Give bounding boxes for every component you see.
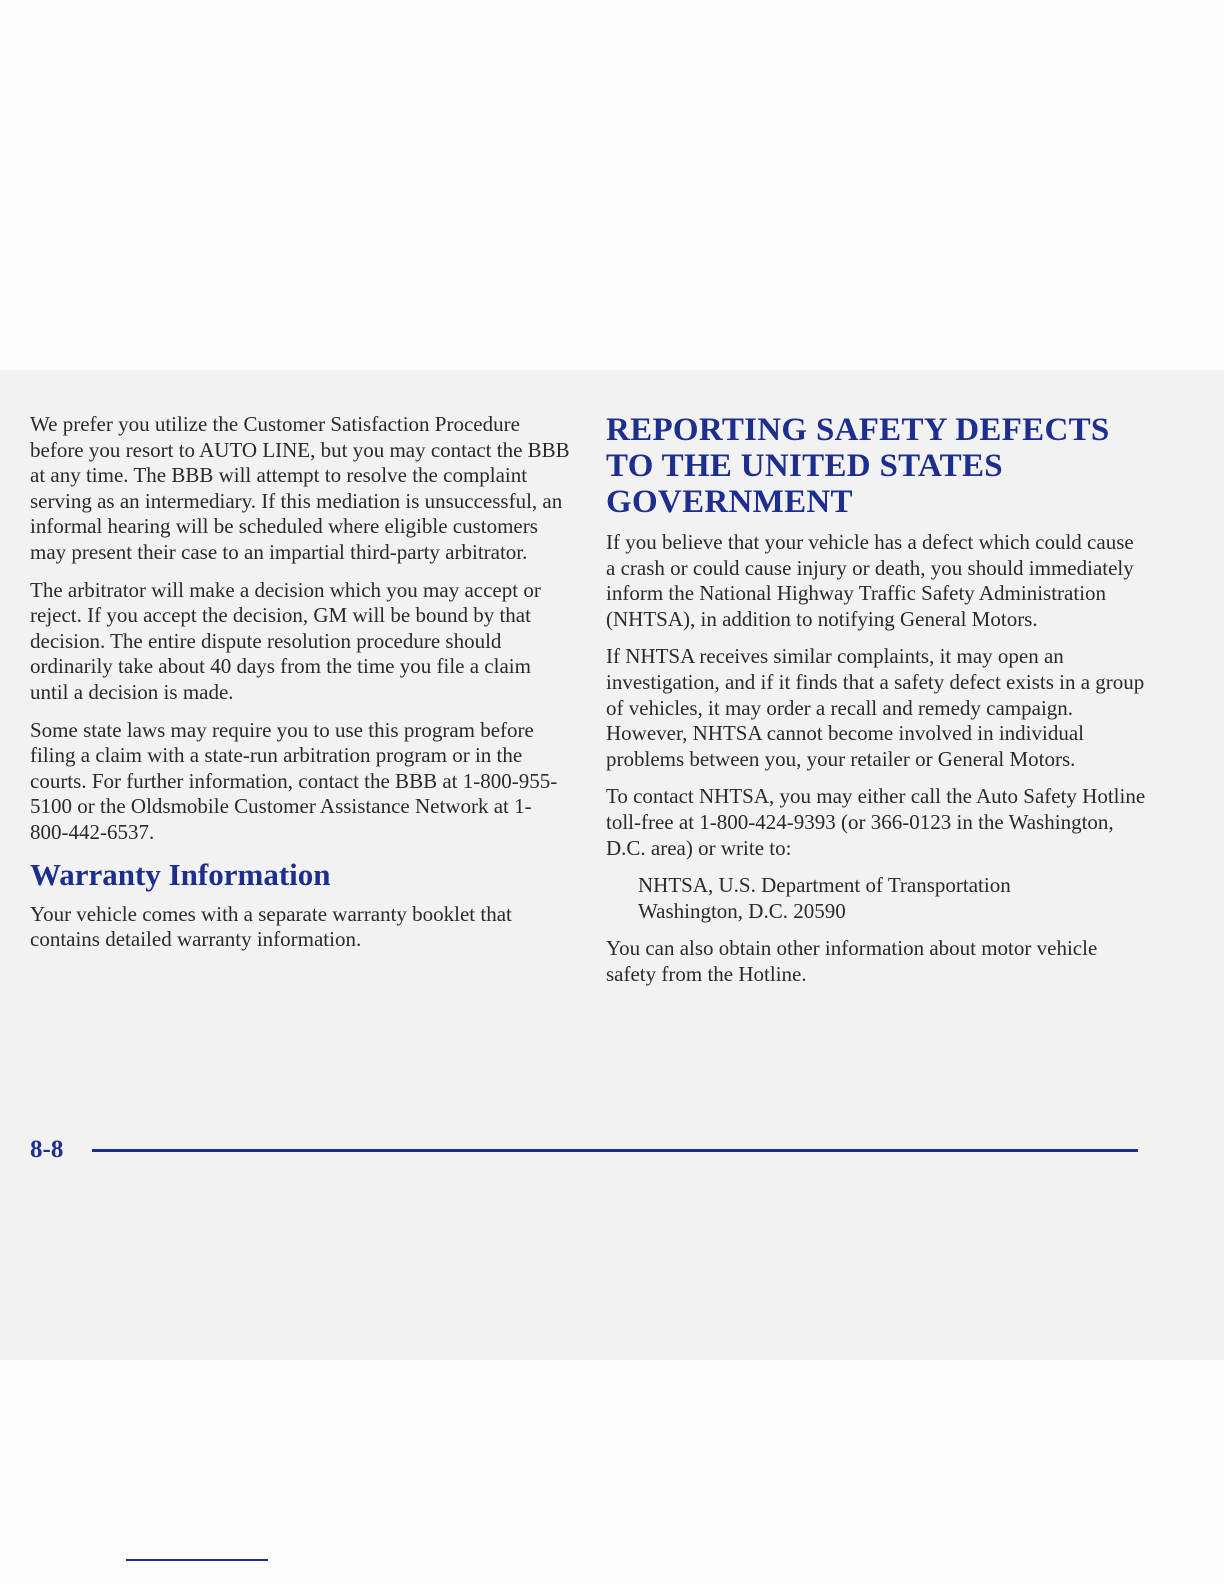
paragraph-believe-defect: If you believe that your vehicle has a defect which could cause a crash or could cause injury or death, you should immediately inform the National Highway Traffic Safety Administration (NHTSA), in addition to notifying General Motors. xyxy=(606,530,1134,631)
page-number: 8-8 xyxy=(30,1136,64,1163)
paragraph-hotline-info: You can also obtain other information about motor vehicle safety from the Hotline. xyxy=(606,936,1098,986)
paragraph-bbb-procedure: We prefer you utilize the Customer Satisfaction Procedure before you resort to AUTO LINE, but you may contact the BBB at any time. The BBB will attempt to resolve the complaint serving as an intermediary. If this mediation is unsuccessful, an informal hearing will be scheduled where eligible customers may present their case to an impartial third-party arbitrator. xyxy=(30,412,570,564)
paragraph-state-laws: Some state laws may require you to use this program before filing a claim with a state-run arbitration program or in the courts. For further information, contact the BBB at 1-800-955-5100 or the Oldsmobile Customer Assistance Network at 1-800-442-6537. xyxy=(30,717,558,844)
paragraph-nhtsa-complaints: If NHTSA receives similar complaints, it may open an investigation, and if it finds that a safety defect exists in a group of vehicles, it may order a recall and remedy campaign. However, NHTSA cannot become involved in individual problems between you, your retailer or General Motors. xyxy=(606,644,1145,771)
footer-rule xyxy=(92,1149,1138,1152)
address-line-2: Washington, D.C. 20590 xyxy=(638,898,846,923)
paragraph-warranty: Your vehicle comes with a separate warranty booklet that contains detailed warranty information. xyxy=(30,901,512,952)
nhtsa-address xyxy=(638,873,1146,924)
right-column xyxy=(606,412,1146,1000)
left-column xyxy=(30,412,570,965)
safety-defects-heading: REPORTING SAFETY DEFECTS TO THE UNITED STATES GOVERNMENT xyxy=(606,412,1110,520)
paragraph-contact-nhtsa: To contact NHTSA, you may either call the Auto Safety Hotline toll-free at 1-800-424-9393 (or 366-0123 in the Washington, D.C. area) or write to: xyxy=(606,784,1146,860)
paragraph-arbitrator: The arbitrator will make a decision which you may accept or reject. If you accept the decision, GM will be bound by that decision. The entire dispute resolution procedure should ordinarily take about 40 days from the time you file a claim until a decision is made. xyxy=(30,577,541,704)
bottom-rule xyxy=(126,1559,268,1561)
address-line-1: NHTSA, U.S. Department of Transportation xyxy=(638,873,1011,898)
warranty-heading: Warranty Information xyxy=(30,856,331,892)
